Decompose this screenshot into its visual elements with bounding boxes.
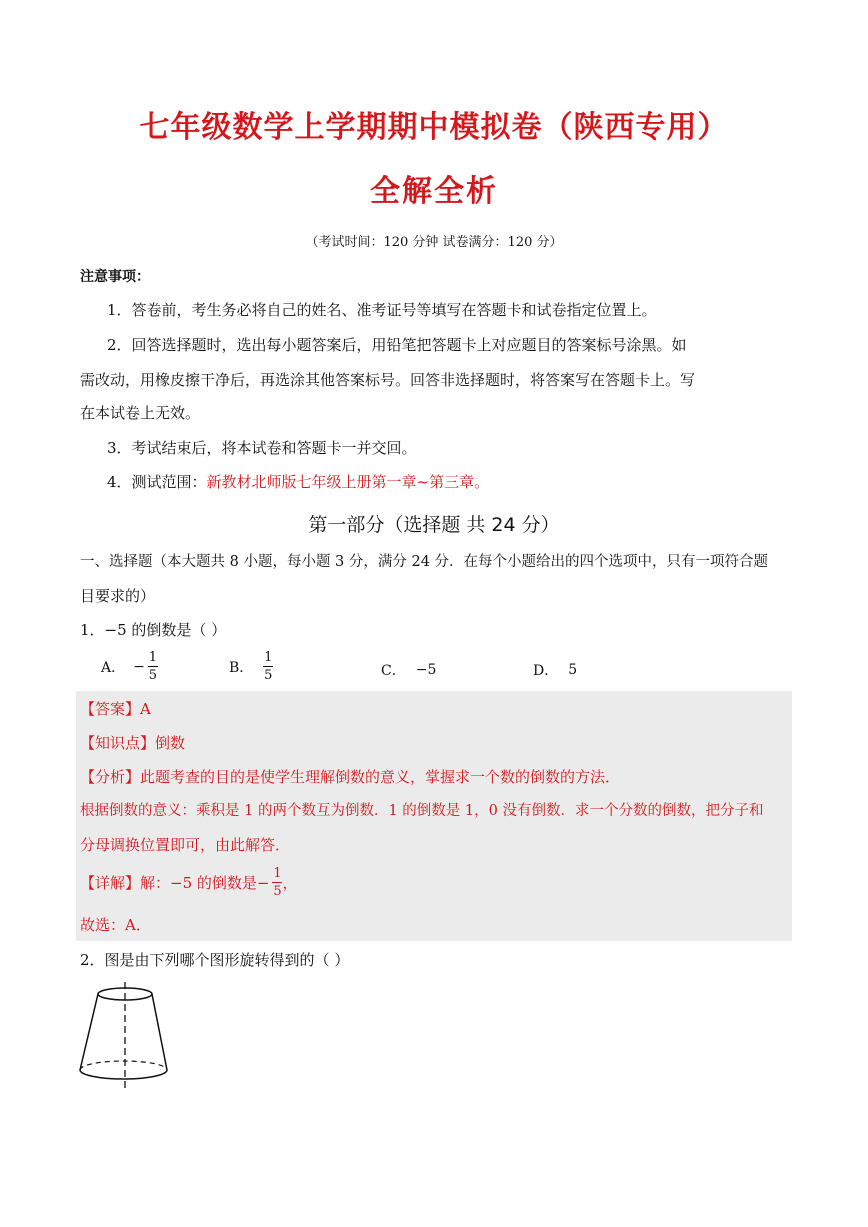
fraction-bar <box>263 666 273 667</box>
option-d-label: D． <box>533 663 559 679</box>
notes-item-1: 1．答卷前，考生务必将自己的姓名、准考证号等填写在答题卡和试卷指定位置上。 <box>107 301 657 319</box>
conclusion-line: 故选：A． <box>80 916 151 934</box>
option-a-numerator: 1 <box>148 650 157 665</box>
answer-line: 【答案】A <box>80 700 151 718</box>
notes-item-2-line2: 需改动，用橡皮擦干净后，再选涂其他答案标号。回答非选择题时，将答案写在答题卡上。写 <box>80 371 696 389</box>
analysis-line: 【分析】此题考查的目的是使学生理解倒数的意义，掌握求一个数的倒数的方法． <box>80 768 621 786</box>
option-b-numerator: 1 <box>264 650 273 665</box>
option-b-fraction <box>263 650 273 683</box>
option-b-label: B． <box>229 659 254 676</box>
question-2-stem: 2．图是由下列哪个图形旋转得到的（ ） <box>80 951 350 969</box>
option-b <box>229 650 273 683</box>
section-title: 第一部分（选择题 共 24 分） <box>308 514 560 536</box>
document-subtitle: 全解全析 <box>370 174 498 209</box>
detail-denominator: 5 <box>273 884 282 899</box>
detail-suffix: ， <box>282 873 298 892</box>
option-b-denominator: 5 <box>264 668 273 683</box>
explanation-line2: 分母调换位置即可，由此解答． <box>80 836 291 854</box>
document-title: 七年级数学上学期期中模拟卷（陕西专用） <box>139 110 729 145</box>
fraction-bar <box>148 666 158 667</box>
notes-item-4 <box>107 472 489 492</box>
detail-line <box>80 866 298 899</box>
option-d <box>533 660 577 680</box>
option-a-fraction <box>148 650 158 683</box>
option-a-label: A． <box>101 659 126 676</box>
notes-item-2-line1: 2．回答选择题时，选出每小题答案后，用铅笔把答题卡上对应题目的答案标号涂黑。如 <box>107 336 687 354</box>
exam-info: （考试时间：120 分钟 试卷满分：120 分） <box>305 235 563 250</box>
explanation-line1: 根据倒数的意义：乘积是 1 的两个数互为倒数．1 的倒数是 1，0 没有倒数．求一个分数的倒数，把分子和 <box>80 803 764 819</box>
option-a-denominator: 5 <box>148 668 157 683</box>
frustum-figure <box>72 980 182 1090</box>
notes-item-3: 3．考试结束后，将本试卷和答题卡一并交回。 <box>107 439 417 457</box>
fraction-bar <box>272 882 282 883</box>
detail-fraction <box>272 866 282 899</box>
option-c <box>381 660 436 680</box>
option-a <box>101 650 158 683</box>
option-d-value: 5 <box>568 662 578 678</box>
question-1-stem: 1．−5 的倒数是（ ） <box>80 621 227 639</box>
notes-title: 注意事项： <box>80 269 150 285</box>
test-scope: 新教材北师版七年级上册第一章~第三章。 <box>206 473 490 491</box>
option-c-label: C． <box>381 663 406 679</box>
option-a-sign: − <box>133 658 145 675</box>
detail-sign: − <box>256 873 270 892</box>
section-intro-line2: 目要求的） <box>80 587 156 605</box>
detail-numerator: 1 <box>273 866 282 881</box>
detail-text: 解：−5 的倒数是 <box>140 873 257 892</box>
option-c-value: −5 <box>415 662 437 678</box>
knowledge-point: 【知识点】倒数 <box>80 734 186 752</box>
detail-prefix: 【详解】 <box>80 873 141 892</box>
notes-item-2-line3: 在本试卷上无效。 <box>80 404 201 422</box>
notes-item-4-prefix: 4．测试范围： <box>107 473 207 491</box>
section-intro-line1: 一、选择题（本大题共 8 小题，每小题 3 分，满分 24 分．在每个小题给出的四个选项中，只有一项符合题 <box>80 554 769 570</box>
